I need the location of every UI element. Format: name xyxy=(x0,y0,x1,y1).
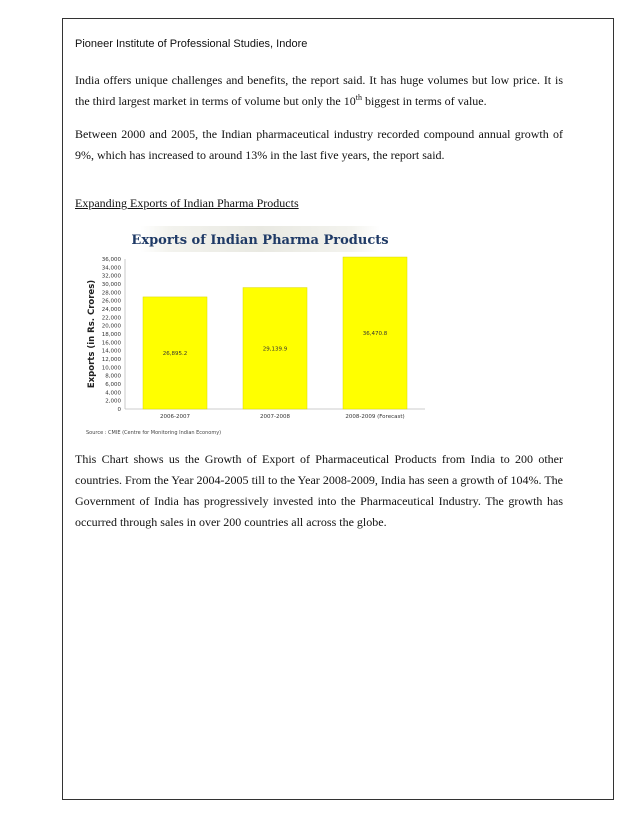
paragraph-chart-description: This Chart shows us the Growth of Export of Pharmaceutical Products from India to 200 other countries. From the Year 2004-2005 till to the Year 2008-2009, India has seen a growth of 104%. The Government of India has progressively invested into the Pharmaceutical Industry. The growth has occurred through sales in over 200 countries all across the globe. xyxy=(75,452,563,529)
page-header: Pioneer Institute of Professional Studies, Indore xyxy=(75,38,308,50)
y-tick-label: 34,000 xyxy=(101,265,121,272)
y-tick-label: 6,000 xyxy=(105,382,121,388)
chart-x-ticks xyxy=(160,414,405,420)
y-tick-label: 16,000 xyxy=(101,340,121,347)
chart-y-ticks xyxy=(102,257,122,413)
y-tick-label: 0 xyxy=(117,407,121,413)
chart-bars xyxy=(143,257,407,409)
bar-value-label: 36,470.8 xyxy=(362,331,388,338)
chart-source: Source : CMIE (Centre for Monitoring Indian Economy) xyxy=(86,430,222,436)
y-tick-label: 10,000 xyxy=(101,365,121,372)
y-tick-label: 12,000 xyxy=(101,357,121,363)
chart-title: Exports of Indian Pharma Products xyxy=(131,233,389,248)
bar-value-label: 26,895.2 xyxy=(162,350,188,357)
x-tick-label: 2007-2008 xyxy=(260,414,290,420)
y-tick-label: 26,000 xyxy=(101,298,121,305)
paragraph-market xyxy=(75,70,563,112)
y-tick-label: 32,000 xyxy=(101,273,121,280)
superscript-th: th xyxy=(355,93,362,102)
bar-value-label: 29,139.9 xyxy=(262,346,288,353)
x-tick-label: 2008-2009 (Forecast) xyxy=(345,414,405,420)
y-tick-label: 4,000 xyxy=(105,390,121,397)
y-tick-label: 8,000 xyxy=(105,373,121,380)
y-tick-label: 18,000 xyxy=(101,332,121,338)
exports-chart-svg xyxy=(80,222,431,442)
section-heading: Expanding Exports of Indian Pharma Products xyxy=(75,196,299,210)
paragraph-market-text-end: biggest in terms of value. xyxy=(361,94,487,108)
y-tick-label: 14,000 xyxy=(101,348,121,355)
chart-y-axis-label: Exports (in Rs. Crores) xyxy=(87,279,97,389)
exports-chart xyxy=(80,222,431,442)
paragraph-market-text: India offers unique challenges and benefits, the report said. It has huge volumes but low price. It is the third largest market in terms of volume but only the 10 xyxy=(75,73,563,108)
y-tick-label: 28,000 xyxy=(101,290,121,297)
y-tick-label: 24,000 xyxy=(101,307,121,313)
y-tick-label: 36,000 xyxy=(101,257,121,263)
y-tick-label: 2,000 xyxy=(105,398,121,405)
y-tick-label: 20,000 xyxy=(101,323,121,330)
y-tick-label: 22,000 xyxy=(101,315,121,322)
y-tick-label: 30,000 xyxy=(101,282,121,288)
paragraph-growth: Between 2000 and 2005, the Indian pharmaceutical industry recorded compound annual growth of 9%, which has increased to around 13% in the last five years, the report said. xyxy=(75,127,563,162)
x-tick-label: 2006-2007 xyxy=(160,414,190,420)
